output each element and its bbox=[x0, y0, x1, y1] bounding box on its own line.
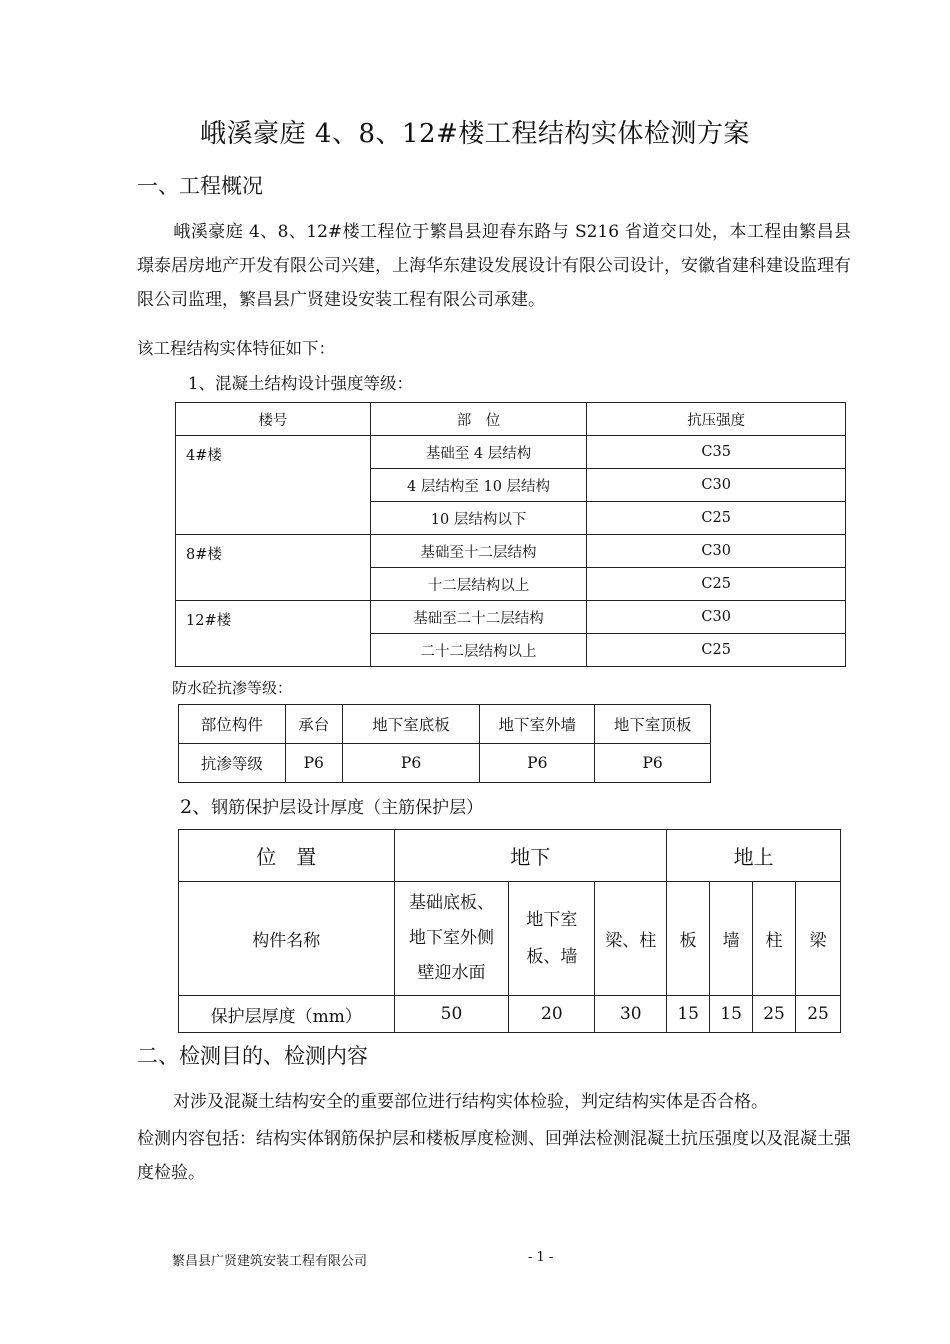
document-title: 峨溪豪庭 4、8、12#楼工程结构实体检测方案 bbox=[200, 119, 750, 149]
position-cell: 10 层结构以下 bbox=[370, 502, 587, 535]
strength-cell: C35 bbox=[587, 436, 846, 469]
building-cell: 4#楼 bbox=[176, 436, 371, 535]
table-header-row bbox=[179, 830, 841, 882]
position-cell: 基础至 4 层结构 bbox=[370, 436, 587, 469]
component-cell: 柱 bbox=[753, 882, 796, 996]
item2-label bbox=[180, 792, 483, 819]
table-header-row bbox=[176, 403, 846, 436]
position-header: 位 置 bbox=[179, 830, 395, 882]
underground-header: 地下 bbox=[394, 830, 667, 882]
thickness-label: 保护层厚度（mm） bbox=[179, 996, 395, 1033]
component-cell: 地下室板、墙 bbox=[509, 882, 595, 996]
table-row bbox=[176, 601, 846, 634]
table-header-cell: 地下室底板 bbox=[342, 705, 480, 744]
thickness-cell: 30 bbox=[595, 996, 667, 1033]
table-header-cell: 地下室外墙 bbox=[480, 705, 595, 744]
section-heading-overview: 一、工程概况 bbox=[137, 174, 263, 198]
table-row bbox=[179, 996, 841, 1033]
footer-page-number: - 1 - bbox=[528, 1250, 554, 1265]
strength-cell: C30 bbox=[587, 601, 846, 634]
thickness-cell: 50 bbox=[394, 996, 509, 1033]
building-cell: 12#楼 bbox=[176, 601, 371, 667]
item1-label: 1、混凝土结构设计强度等级： bbox=[188, 374, 413, 393]
purpose-paragraph bbox=[137, 1085, 851, 1119]
table-cell: P6 bbox=[480, 744, 595, 783]
table-header-cell: 楼号 bbox=[176, 403, 371, 436]
strength-cell: C25 bbox=[587, 634, 846, 667]
table-cell: 抗渗等级 bbox=[179, 744, 286, 783]
impermeability-table bbox=[178, 704, 711, 783]
section-heading-purpose: 二、检测目的、检测内容 bbox=[137, 1044, 368, 1068]
strength-cell: C30 bbox=[587, 535, 846, 568]
item2-number: 2、 bbox=[180, 796, 212, 818]
component-cell: 梁 bbox=[796, 882, 841, 996]
purpose-paragraph-text: 对涉及混凝土结构安全的重要部位进行结构实体检验，判定结构实体是否合格。 bbox=[173, 1092, 768, 1112]
thickness-cell: 15 bbox=[667, 996, 710, 1033]
position-cell: 4 层结构至 10 层结构 bbox=[370, 469, 587, 502]
position-cell: 基础至十二层结构 bbox=[370, 535, 587, 568]
footer-company: 繁昌县广贤建筑安装工程有限公司 bbox=[172, 1254, 368, 1269]
strength-cell: C25 bbox=[587, 568, 846, 601]
feature-line: 该工程结构实体特征如下： bbox=[137, 339, 335, 358]
aboveground-header: 地上 bbox=[667, 830, 841, 882]
position-cell: 十二层结构以上 bbox=[370, 568, 587, 601]
building-cell: 8#楼 bbox=[176, 535, 371, 601]
component-cell: 墙 bbox=[710, 882, 753, 996]
content-paragraph: 检测内容包括：结构实体钢筋保护层和楼板厚度检测、回弹法检测混凝土抗压强度以及混凝土强度检验。 bbox=[137, 1129, 851, 1183]
component-cell: 板 bbox=[667, 882, 710, 996]
thickness-cell: 20 bbox=[509, 996, 595, 1033]
table-header-row bbox=[179, 705, 711, 744]
thickness-cell: 25 bbox=[796, 996, 841, 1033]
position-cell: 基础至二十二层结构 bbox=[370, 601, 587, 634]
table-cell: P6 bbox=[595, 744, 711, 783]
table-row bbox=[179, 744, 711, 783]
component-cell: 基础底板、地下室外侧壁迎水面 bbox=[394, 882, 509, 996]
table-header-cell: 承台 bbox=[285, 705, 342, 744]
component-cell: 梁、柱 bbox=[595, 882, 667, 996]
table-header-cell: 部位构件 bbox=[179, 705, 286, 744]
component-label: 构件名称 bbox=[179, 882, 395, 996]
table-header-cell: 抗压强度 bbox=[587, 403, 846, 436]
table-cell: P6 bbox=[342, 744, 480, 783]
table-row bbox=[176, 436, 846, 469]
overview-paragraph-text: 峨溪豪庭 4、8、12#楼工程位于繁昌县迎春东路与 S216 省道交口处，本工程由繁昌县璟泰居房地产开发有限公司兴建，上海华东建设发展设计有限公司设计，安徽省建科建设监理有限公司监理，繁昌县广贤建设安装工程有限公司承建。 bbox=[137, 222, 851, 310]
table-header-cell: 部 位 bbox=[370, 403, 587, 436]
table-row bbox=[179, 882, 841, 996]
strength-cell: C30 bbox=[587, 469, 846, 502]
concrete-strength-table bbox=[175, 402, 846, 667]
strength-cell: C25 bbox=[587, 502, 846, 535]
table-cell: P6 bbox=[285, 744, 342, 783]
item2-text: 钢筋保护层设计厚度（主筋保护层） bbox=[211, 798, 484, 818]
table-row bbox=[176, 535, 846, 568]
cover-thickness-table bbox=[178, 829, 841, 1033]
table-header-cell: 地下室顶板 bbox=[595, 705, 711, 744]
position-cell: 二十二层结构以上 bbox=[370, 634, 587, 667]
thickness-cell: 15 bbox=[710, 996, 753, 1033]
overview-paragraph bbox=[137, 215, 851, 317]
waterproof-label: 防水砼抗渗等级： bbox=[172, 679, 293, 697]
thickness-cell: 25 bbox=[753, 996, 796, 1033]
